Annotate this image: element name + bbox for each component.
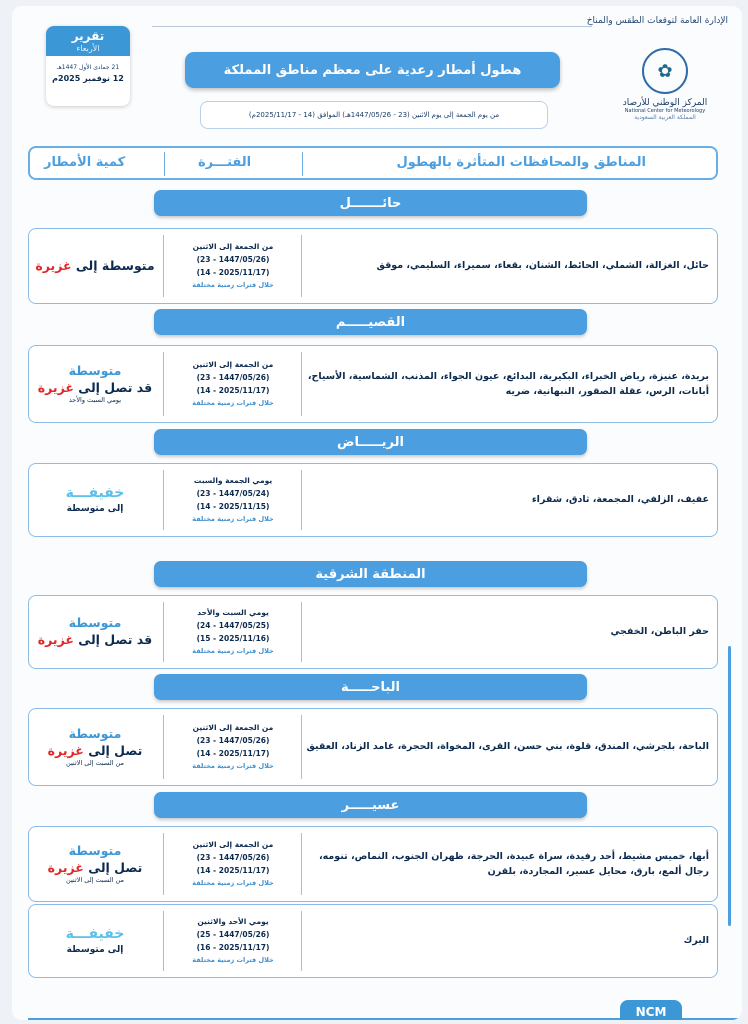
rain-amount-cell	[29, 464, 161, 536]
rain-amount-days: من السبت إلى الاثنين	[66, 759, 124, 768]
header-divider	[152, 26, 592, 27]
column-divider	[164, 152, 165, 176]
report-page	[12, 6, 742, 1020]
hijri-date: 21 جمادى الأول 1447هـ	[56, 64, 120, 71]
period-note: خلال فترات زمنية مختلفة	[192, 955, 274, 964]
period-gregorian: (2025/11/16 - 15)	[196, 633, 270, 643]
table-row	[28, 228, 718, 304]
table-row	[28, 345, 718, 423]
period-hijri: (1447/05/26 - 23)	[196, 853, 270, 863]
period-hijri: (1447/05/26 - 23)	[196, 736, 270, 746]
column-divider	[302, 152, 303, 176]
report-label: تقرير	[46, 26, 130, 44]
rain-amount-upto: تصل إلى غزيرة	[47, 742, 143, 758]
kingdom-name: المملكة العربية السعودية	[634, 114, 696, 121]
forecast-period: من يوم الجمعة إلى يوم الاثنين (23 - 1447/05/26هـ) الموافق (14 - 2025/11/17م)	[200, 101, 548, 129]
period-note: خلال فترات زمنية مختلفة	[192, 280, 274, 289]
affected-cities: بريدة، عنيزة، رياض الخبراء، البكيرية، البدائع، عيون الجواء، المذنب، الشماسية، الأسياح، أبانات، الرس، عقلة الصقور، النبهانية، ضريه	[307, 370, 709, 397]
department-name: الإدارة العامة لتوقعات الطقس والمناخ	[586, 16, 728, 26]
table-row	[28, 904, 718, 978]
ncm-logo	[610, 48, 720, 138]
region-header-riyadh: الريـــــاض	[154, 429, 587, 455]
period-gregorian: (2025/11/17 - 14)	[196, 385, 270, 395]
affected-cities: البرك	[683, 935, 709, 947]
affected-cities: الباحة، بلجرشي، المندق، قلوة، بني حسن، القرى، المخواة، الحجرة، غامد الزناد، العقيق	[306, 741, 709, 753]
rain-amount-upto: قد تصل إلى غزيرة	[37, 632, 153, 647]
period-gregorian: (2025/11/15 - 14)	[196, 501, 270, 511]
period-gregorian: (2025/11/17 - 14)	[196, 748, 270, 758]
gregorian-date: 12 نوفمبر 2025م	[52, 74, 124, 83]
table-row	[28, 826, 718, 902]
period-note: خلال فترات زمنية مختلفة	[192, 878, 274, 887]
period-cell	[165, 464, 301, 536]
row-divider	[163, 833, 164, 895]
rain-amount-upto: إلى متوسطة	[66, 945, 124, 956]
region-header-hail: حائـــــــل	[154, 190, 587, 216]
rain-amount: متوسطة إلى غزيرة	[35, 257, 155, 273]
row-divider	[163, 235, 164, 297]
row-divider	[301, 833, 302, 895]
period-days: من الجمعة إلى الاثنين	[192, 723, 274, 733]
affected-cities: أبها، خميس مشيط، أحد رفيدة، سراة عبيدة، الحرجة، ظهران الجنوب، النماص، تنومه، رجال ألمع، بارق، محايل عسير، المجاردة، بلقرن	[319, 850, 709, 877]
amount-column-header: كمية الأمطار	[44, 155, 126, 170]
rain-amount-days: يومي السبت والأحد	[68, 396, 122, 405]
rain-amount-base: خفيفـــة	[65, 485, 125, 502]
rain-amount-upto: قد تصل إلى غزيرة	[37, 379, 153, 395]
rain-amount-cell	[29, 709, 161, 785]
period-hijri: (1447/05/26 - 25)	[196, 930, 270, 940]
period-gregorian: (2025/11/17 - 14)	[196, 865, 270, 875]
period-hijri: (1447/05/26 - 23)	[196, 373, 270, 383]
period-days: من الجمعة إلى الاثنين	[192, 360, 274, 370]
region-header-baha: الباحـــــة	[154, 674, 587, 700]
row-divider	[301, 352, 302, 416]
row-divider	[301, 235, 302, 297]
period-gregorian: (2025/11/17 - 16)	[196, 942, 270, 952]
rain-amount-base: متوسطة	[68, 615, 122, 631]
rain-amount-upto: إلى متوسطة	[66, 504, 124, 515]
row-divider	[163, 715, 164, 779]
period-gregorian: (2025/11/17 - 14)	[196, 267, 270, 277]
center-name-ar: المركز الوطني للأرصاد	[622, 98, 708, 108]
areas-column-header: المناطق والمحافظات المتأثرة بالهطول	[396, 155, 646, 170]
rain-amount-cell	[29, 229, 161, 303]
period-column-header: الفتـــرة	[198, 155, 252, 170]
period-hijri: (1447/05/25 - 24)	[196, 621, 270, 631]
report-day: الأربعاء	[46, 44, 130, 56]
period-days: من الجمعة إلى الاثنين	[192, 840, 274, 850]
table-row	[28, 708, 718, 786]
side-accent-bar	[728, 646, 731, 926]
period-cell	[165, 346, 301, 422]
period-note: خلال فترات زمنية مختلفة	[192, 761, 274, 770]
palm-swords-icon: ✿	[642, 48, 688, 94]
period-cell	[165, 709, 301, 785]
ncm-footer-tab: NCM	[620, 1000, 682, 1020]
rain-amount-cell	[29, 827, 161, 901]
period-days: يومي الجمعة والسبت	[193, 476, 273, 486]
table-row	[28, 463, 718, 537]
rain-amount-base: متوسطة	[68, 362, 122, 378]
center-name-en: National Center for Meteorology	[624, 108, 706, 114]
row-divider	[301, 911, 302, 971]
period-cell	[165, 827, 301, 901]
period-days: يومي الأحد والاثنين	[197, 917, 269, 927]
rain-amount-cell	[29, 596, 161, 668]
period-hijri: (1447/05/24 - 23)	[196, 489, 270, 499]
period-cell	[165, 905, 301, 977]
region-header-asir: عسيـــــر	[154, 792, 587, 818]
rain-amount-base: متوسطة	[68, 842, 122, 858]
table-row	[28, 595, 718, 669]
row-divider	[163, 352, 164, 416]
region-header-qassim: القصيـــــم	[154, 309, 587, 335]
period-days: من الجمعة إلى الاثنين	[192, 242, 274, 252]
period-hijri: (1447/05/26 - 23)	[196, 255, 270, 265]
period-note: خلال فترات زمنية مختلفة	[192, 646, 274, 655]
row-divider	[163, 911, 164, 971]
row-divider	[301, 470, 302, 530]
period-cell	[165, 596, 301, 668]
row-divider	[163, 470, 164, 530]
rain-amount-base: خفيفـــة	[65, 926, 125, 943]
row-divider	[301, 602, 302, 662]
rain-amount-days: من السبت إلى الاثنين	[66, 876, 124, 885]
affected-cities: عفيف، الزلفي، المجمعة، ثادق، شقراء	[531, 494, 709, 506]
period-cell	[165, 229, 301, 303]
table-header	[28, 146, 718, 180]
rain-amount-upto: تصل إلى غزيرة	[47, 859, 143, 875]
affected-cities: حفر الباطن، الخفجي	[610, 626, 709, 638]
row-divider	[301, 715, 302, 779]
period-note: خلال فترات زمنية مختلفة	[192, 514, 274, 523]
affected-cities: حائل، الغزالة، الشملي، الحائط، الشنان، بقعاء، سميراء، السليمي، موقق	[376, 260, 709, 272]
row-divider	[163, 602, 164, 662]
rain-amount-cell	[29, 346, 161, 422]
report-title: هطول أمطار رعدية على معظم مناطق المملكة	[185, 52, 560, 88]
period-days: يومي السبت والأحد	[197, 608, 269, 618]
period-note: خلال فترات زمنية مختلفة	[192, 398, 274, 407]
report-date-card	[46, 26, 130, 106]
region-header-eastern: المنطقة الشرقية	[154, 561, 587, 587]
rain-amount-base: متوسطة	[68, 725, 122, 741]
rain-amount-cell	[29, 905, 161, 977]
